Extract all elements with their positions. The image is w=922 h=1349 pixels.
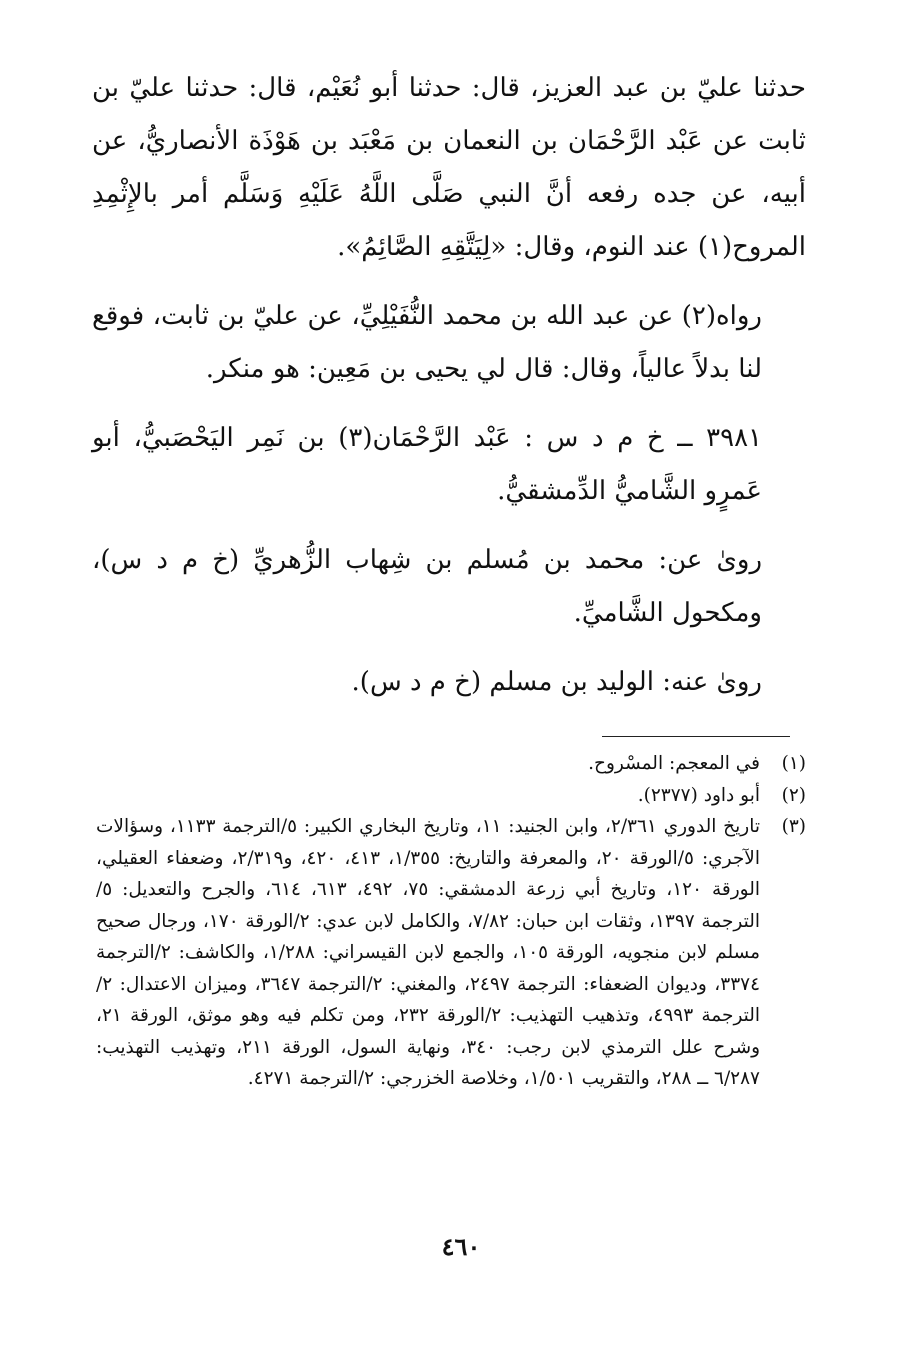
footnote-text: أبو داود (٢٣٧٧). — [637, 784, 760, 806]
footnote — [96, 811, 806, 1095]
footnote-text: تاريخ الدوري ٢/٣٦١، وابن الجنيد: ١١، وتاريخ البخاري الكبير: ٥/الترجمة ١١٣٣، وسؤالات الآجري: ٥/الورقة ٢٠، والمعرفة والتاريخ: ١/٣٥٥، ٤١٣، ٤٢٠، و٢/٣١٩، وضعفاء العقيلي، الورقة ١٢٠، وتاريخ أبي زرعة الدمشقي: ٧٥، ٤٩٢، ٦١٣، ٦١٤، والجرح والتعديل: ٥/الترجمة ١٣٩٧، وثقات ابن حبان: ٧/٨٢، والكامل لابن عدي: ٢/الورقة ١٧٠، ورجال صحيح مسلم لابن منجويه، الورقة ١٠٥، والجمع لابن القيسراني: ١/٢٨٨، والكاشف: ٢/الترجمة ٣٣٧٤، وديوان الضعفاء: الترجمة ٢٤٩٧، والمغني: ٢/الترجمة ٣٦٤٧، وميزان الاعتدال: ٢/الترجمة ٤٩٩٣، وتذهيب التهذيب: ٢/الورقة ٢٣٢، ومن تكلم فيه وهو موثق، الورقة ٢١، وشرح علل الترمذي لابن رجب: ٣٤٠، ونهاية السول، الورقة ٢١١، وتهذيب التهذيب: ٦/٢٨٧ ــ ٢٨٨، والتقريب ١/٥٠١، وخلاصة الخزرجي: ٢/الترجمة ٤٢٧١. — [96, 816, 761, 1089]
footnote — [96, 780, 806, 812]
main-text — [92, 62, 806, 709]
footnote-number: (٢) — [781, 784, 806, 806]
footnote — [96, 748, 806, 780]
entry-heading: ٣٩٨١ ــ خ م د س : عَبْد الرَّحْمَان(٣) بن نَمِر اليَحْصَبيُّ، أبو عَمرٍو الشَّاميُّ الدِّمشقيُّ. — [92, 423, 762, 506]
paragraph-narration-note: رواه(٢) عن عبد الله بن محمد النُّفَيْلِيِّ، عن عليّ بن ثابت، فوقع لنا بدلاً عالياً، وقال: قال لي يحيى بن مَعِين: هو منكر. — [92, 301, 762, 384]
paragraph-hadith-chain: حدثنا عليّ بن عبد العزيز، قال: حدثنا أبو نُعَيْم، قال: حدثنا عليّ بن ثابت عن عَبْد الرَّحْمَان بن النعمان بن مَعْبَد بن هَوْذَة الأنصاريُّ، عن أبيه، عن جده رفعه أنَّ النبي صَلَّى اللَّهُ عَلَيْهِ وَسَلَّم أمر بالإِثْمِدِ المروح(١) عند النوم، وقال: «لِيَتَّقِهِ الصَّائِمُ». — [92, 73, 806, 262]
footnote-number: (٣) — [781, 816, 806, 837]
paragraph-narrated-from: روىٰ عن: محمد بن مُسلم بن شِهاب الزُّهريِّ (خ م د س)، ومكحول الشَّاميِّ. — [92, 545, 762, 628]
footnote-text: في المعجم: المسْروح. — [588, 753, 760, 774]
paragraph-narrated-by: روىٰ عنه: الوليد بن مسلم (خ م د س). — [351, 667, 762, 697]
footnotes — [96, 748, 806, 1095]
footnote-number: (١) — [781, 753, 806, 774]
page-number: ٤٦٠ — [441, 1232, 481, 1261]
footnote-separator — [602, 736, 790, 737]
